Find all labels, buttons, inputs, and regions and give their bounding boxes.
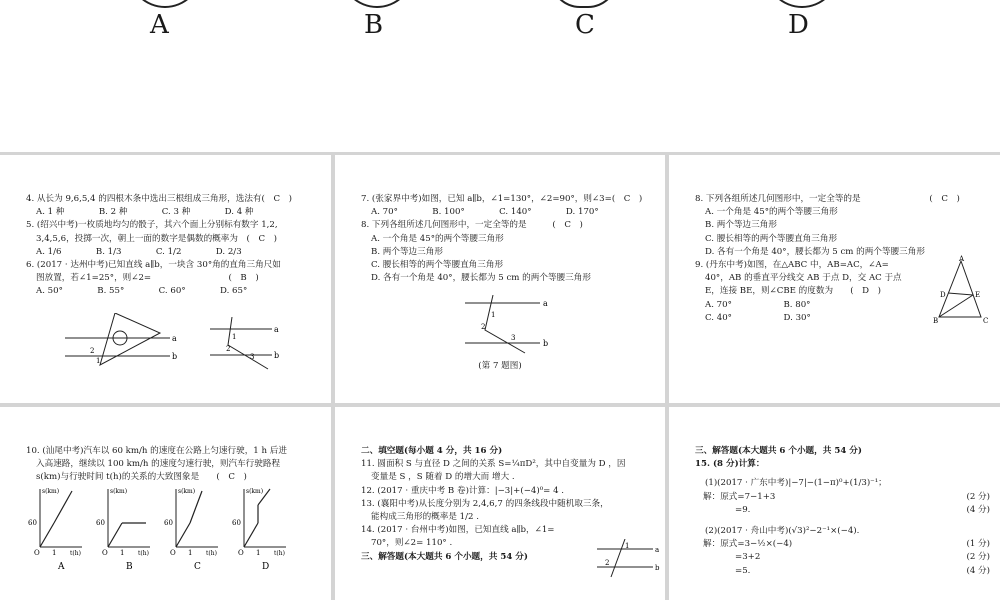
solution-row: 解：原式=3−½×(−4) (1 分) bbox=[703, 539, 990, 550]
slide4-line: 10. (汕尾中考)汽车以 60 km/h 的速度在公路上匀速行驶，1 h 后进 bbox=[26, 446, 287, 456]
svg-text:3: 3 bbox=[250, 353, 255, 361]
svg-text:b: b bbox=[543, 339, 549, 348]
slide1-line: A. 50° B. 55° C. 60° D. 65° bbox=[36, 286, 248, 297]
svg-text:t(h): t(h) bbox=[274, 550, 285, 557]
graph-b bbox=[96, 488, 150, 557]
slide4-line: s(km)与行驶时间 t(h)的关系的大致图象是 ( C ) bbox=[36, 472, 247, 483]
option-figure-a bbox=[128, 0, 202, 8]
slide2-line: D. 各有一个角是 40°，腰长都为 5 cm 的两个等腰三角形 bbox=[371, 273, 591, 284]
svg-text:D: D bbox=[940, 291, 946, 299]
slide1-line: 图放置，若∠1=25°，则∠2= ( B ) bbox=[36, 273, 259, 284]
graph-a bbox=[28, 488, 82, 557]
slide6-line: (1)(2017 · 广东中考)|−7|−(1−π)⁰+(1/3)⁻¹； bbox=[705, 478, 887, 489]
slide2-line: 7. (张家界中考)如图，已知 a∥b，∠1=130°，∠2=90°，则∠3=( C ) bbox=[361, 194, 643, 204]
svg-text:t(h): t(h) bbox=[70, 550, 81, 557]
triangle-abc-figure bbox=[931, 255, 997, 327]
svg-text:1: 1 bbox=[120, 549, 125, 557]
solution-row: =9. (4 分) bbox=[735, 504, 990, 515]
svg-text:3: 3 bbox=[511, 334, 516, 342]
slide3-line: B. 两个等边三角形 bbox=[705, 220, 777, 231]
slide2-line: 8. 下列各组所述几何图形中，一定全等的是 ( C ) bbox=[361, 220, 583, 231]
svg-text:b: b bbox=[172, 352, 178, 361]
slide6-line: (2)(2017 · 舟山中考)(√3)²−2⁻¹×(−4). bbox=[705, 526, 860, 537]
svg-text:60: 60 bbox=[96, 519, 105, 527]
slide5-line: 12. (2017 · 重庆中考 B 卷)计算：|−3|+(−4)⁰= 4 . bbox=[361, 485, 565, 496]
top-strip bbox=[0, 0, 1000, 152]
svg-text:b: b bbox=[274, 351, 280, 360]
graph-label-d: D bbox=[262, 562, 270, 572]
svg-text:2: 2 bbox=[481, 323, 486, 331]
graph-label-b: B bbox=[126, 562, 133, 572]
option-label-a: A bbox=[150, 10, 169, 40]
triangle-ruler-figure bbox=[60, 313, 190, 373]
solution-row: =3+2 (2 分) bbox=[735, 552, 990, 563]
svg-text:C: C bbox=[983, 317, 989, 325]
svg-text:1: 1 bbox=[491, 311, 496, 319]
parallel-lines-figure bbox=[210, 317, 280, 377]
slide1-line: 6. (2017 · 达州中考)已知直线 a∥b，一块含 30°角的直角三角尺如 bbox=[26, 260, 281, 271]
slide1-line: A. 1 种 B. 2 种 C. 3 种 D. 4 种 bbox=[36, 207, 254, 218]
slide-1[interactable] bbox=[0, 155, 331, 403]
svg-text:O: O bbox=[238, 549, 244, 557]
svg-text:60: 60 bbox=[28, 519, 37, 527]
svg-text:O: O bbox=[102, 549, 108, 557]
slide3-line: D. 各有一个角是 40°，腰长都为 5 cm 的两个等腰三角形 bbox=[705, 246, 925, 257]
svg-text:s(km): s(km) bbox=[110, 488, 128, 495]
slide-5[interactable] bbox=[335, 407, 665, 600]
slide1-line: 4. 从长为 9,6,5,4 的四根木条中选出三根组成三角形，选法有( C ) bbox=[26, 194, 292, 204]
svg-text:60: 60 bbox=[164, 519, 173, 527]
slide2-line: C. 腰长相等的两个等腰直角三角形 bbox=[371, 260, 504, 271]
slide-2[interactable] bbox=[335, 155, 665, 403]
svg-text:2: 2 bbox=[605, 559, 610, 567]
option-figure-b bbox=[340, 0, 414, 8]
svg-text:A: A bbox=[959, 255, 965, 263]
option-figure-d bbox=[765, 0, 839, 8]
slide5-line: 三、解答题(本大题共 6 个小题，共 54 分) bbox=[361, 551, 528, 562]
slide3-line: 9. (丹东中考)如图，在△ABC 中，AB=AC，∠A= bbox=[695, 260, 889, 271]
q14-figure bbox=[595, 539, 661, 579]
slide-4[interactable] bbox=[0, 407, 331, 600]
svg-text:s(km): s(km) bbox=[178, 488, 196, 495]
slide2-line: B. 两个等边三角形 bbox=[371, 246, 443, 257]
graph-d bbox=[232, 488, 286, 557]
distance-time-graphs bbox=[20, 485, 320, 595]
slide5-line: 11. 圆面积 S 与直径 D 之间的关系 S=¼πD²，其中自变量为 D ，因 bbox=[361, 459, 626, 470]
svg-text:s(km): s(km) bbox=[246, 488, 264, 495]
svg-text:2: 2 bbox=[90, 347, 95, 355]
svg-text:E: E bbox=[975, 291, 981, 299]
svg-text:a: a bbox=[655, 546, 660, 554]
slide5-line: 14. (2017 · 台州中考)如图，已知直线 a∥b，∠1= bbox=[361, 525, 555, 536]
slide3-line: 40°，AB 的垂直平分线交 AB 于点 D，交 AC 于点 bbox=[705, 273, 902, 284]
slide6-line: 三、解答题(本大题共 6 个小题，共 54 分) bbox=[695, 446, 862, 456]
slide1-line: 3,4,5,6，投掷一次，朝上一面的数字是偶数的概率为 ( C ) bbox=[36, 233, 278, 244]
svg-text:O: O bbox=[170, 549, 176, 557]
svg-text:1: 1 bbox=[52, 549, 57, 557]
slide3-line: 8. 下列各组所述几何图形中，一定全等的是 ( C ) bbox=[695, 194, 960, 204]
svg-text:1: 1 bbox=[256, 549, 261, 557]
slide2-line: A. 一个角是 45°的两个等腰三角形 bbox=[371, 233, 504, 244]
svg-text:t(h): t(h) bbox=[206, 550, 217, 557]
slide6-line: 15. (8 分)计算： bbox=[695, 459, 765, 470]
solution-row: =5. (4 分) bbox=[735, 565, 990, 576]
svg-text:1: 1 bbox=[188, 549, 193, 557]
slide5-line: 能构成三角形的概率是 1/2 . bbox=[371, 512, 479, 523]
slide3-line: C. 腰长相等的两个等腰直角三角形 bbox=[705, 233, 838, 244]
svg-text:O: O bbox=[34, 549, 40, 557]
svg-text:2: 2 bbox=[226, 345, 231, 353]
slide-6[interactable] bbox=[669, 407, 1000, 600]
slide5-line: 70°，则∠2= 110° . bbox=[371, 538, 453, 549]
solution-row: 解：原式=7−1+3 (2 分) bbox=[703, 491, 990, 502]
svg-text:B: B bbox=[933, 317, 939, 325]
graph-label-c: C bbox=[194, 562, 201, 572]
option-label-d: D bbox=[788, 10, 809, 40]
svg-text:a: a bbox=[543, 299, 548, 308]
graph-c bbox=[164, 488, 218, 557]
slide5-line: 13. (襄阳中考)从长度分别为 2,4,6,7 的四条线段中随机取三条， bbox=[361, 498, 609, 509]
slide5-line: 变量是 S ，S 随着 D 的增大而 增大 . bbox=[371, 472, 515, 483]
svg-text:a: a bbox=[172, 334, 177, 343]
slide1-line: 5. (绍兴中考)一枚质地均匀的骰子，其六个面上分别标有数字 1,2, bbox=[26, 220, 278, 231]
q7-figure-caption: (第 7 题图) bbox=[478, 361, 522, 371]
option-label-c: C bbox=[575, 10, 595, 40]
svg-text:60: 60 bbox=[232, 519, 241, 527]
svg-text:b: b bbox=[655, 564, 660, 572]
slide3-line: A. 70° B. 80° bbox=[705, 299, 811, 310]
slide2-line: A. 70° B. 100° C. 140° D. 170° bbox=[371, 207, 599, 218]
slide1-line: A. 1/6 B. 1/3 C. 1/2 D. 2/3 bbox=[36, 246, 242, 257]
slide3-line: E，连接 BE，则∠CBE 的度数为 ( D ) bbox=[705, 286, 882, 297]
slide3-line: A. 一个角是 45°的两个等腰三角形 bbox=[705, 207, 838, 218]
option-label-b: B bbox=[364, 10, 384, 40]
slide4-line: 入高速路，继续以 100 km/h 的速度匀速行驶，则汽车行驶路程 bbox=[36, 459, 281, 470]
svg-text:1: 1 bbox=[625, 542, 630, 550]
svg-text:s(km): s(km) bbox=[42, 488, 60, 495]
slide5-line: 二、填空题(每小题 4 分，共 16 分) bbox=[361, 446, 503, 456]
svg-text:t(h): t(h) bbox=[138, 550, 149, 557]
q7-figure bbox=[455, 295, 555, 355]
slide3-line: C. 40° D. 30° bbox=[705, 312, 811, 323]
option-figure-c bbox=[550, 0, 618, 8]
svg-text:a: a bbox=[274, 325, 279, 334]
svg-text:1: 1 bbox=[96, 357, 101, 365]
slide-3[interactable] bbox=[669, 155, 1000, 403]
svg-text:1: 1 bbox=[232, 333, 237, 341]
graph-label-a: A bbox=[58, 562, 65, 572]
